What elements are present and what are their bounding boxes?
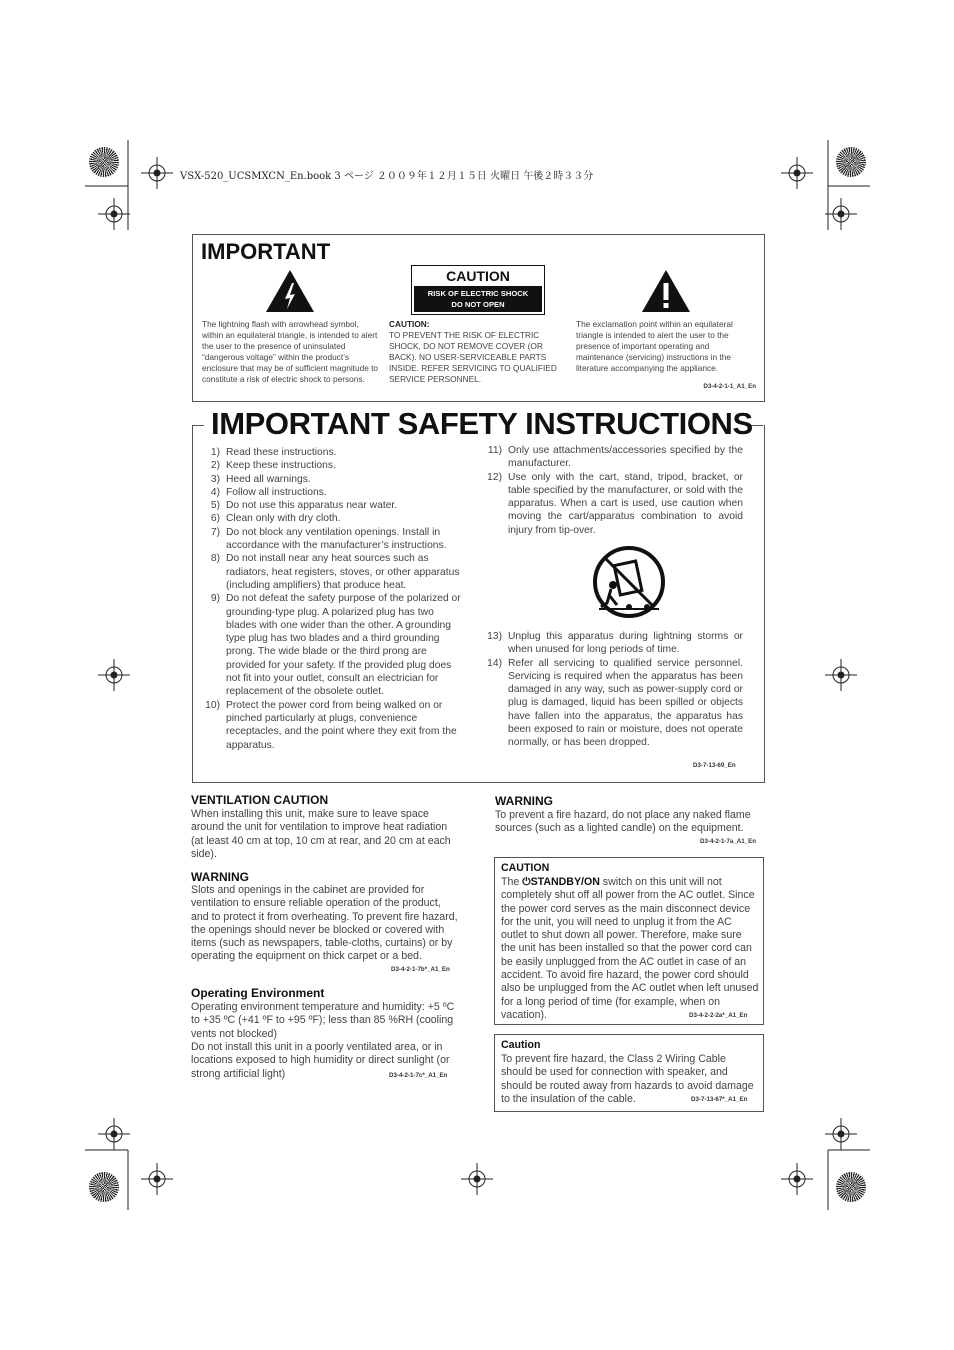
list-item: 1) Read these instructions.	[210, 447, 337, 458]
caution-band-line1: RISK OF ELECTRIC SHOCK	[427, 289, 529, 298]
list-item: 12) Use only with the cart, stand, tripod, bracket, or table specified by the manufacturer, or sold with the apparatus. When a cart is used, use caution when moving the cart/apparatus combination to avoid injury from tip-over.	[487, 471, 743, 536]
lightning-warning-icon	[265, 269, 315, 313]
star-target-icon	[89, 1172, 119, 1202]
power-icon: ⏻	[522, 876, 531, 888]
registration-mark	[141, 157, 173, 189]
ventilation-heading: VENTILATION CAUTION	[191, 793, 329, 807]
list-item: 3) Heed all warnings.	[210, 473, 311, 485]
important-title: IMPORTANT	[201, 239, 331, 264]
caution-explanation-title: CAUTION:	[389, 319, 430, 329]
safety-title: IMPORTANT SAFETY INSTRUCTIONS	[211, 406, 753, 441]
list-item: 4) Follow all instructions.	[210, 486, 327, 498]
safety-list-right-b	[484, 630, 743, 750]
exclamation-warning-icon	[641, 269, 691, 313]
caution-explanation-text: TO PREVENT THE RISK OF ELECTRIC SHOCK, DO NOT REMOVE COVER (OR BACK). NO USER-SERVICEABLE PARTS INSIDE. REFER SERVICING TO QUALIFIED SERVICE PERSONNEL.	[389, 329, 557, 384]
caution-band	[414, 286, 542, 312]
list-item: 13) Unplug this apparatus during lightning storms or when unused for long periods of time.	[487, 631, 743, 656]
ventilation-text: When installing this unit, make sure to leave space around the unit for ventilation to improve heat radiation (at least 40 cm at top, 10 cm at rear, and 20 cm at each side).	[191, 808, 451, 860]
star-target-icon	[836, 147, 866, 177]
registration-mark	[141, 1163, 173, 1195]
cart-tipover-icon	[589, 545, 669, 619]
list-item: 9) Do not defeat the safety purpose of the polarized or grounding-type plug. A polarized plug has two blades with one wider than the other. A grounding type plug has two blades and a third grounding prong. The wide blade or the third prong are provided for your safety. If the provided plug does not fit into your outlet, consult an electrician for replacement of the obsolete outlet.	[210, 593, 461, 698]
list-item: 7) Do not block any ventilation openings. Install in accordance with the manufacturer’s instructions.	[210, 526, 447, 552]
document-code: D3-4-2-2-2a*_A1_En	[689, 1012, 748, 1019]
lightning-explanation: The lightning flash with arrowhead symbol, within an equilateral triangle, is intended to alert the user to the presence of uninsulated “dangerous voltage” within the product’s enclosure that may be of sufficient magnitude to constitute a risk of electric shock to persons.	[202, 319, 379, 384]
list-item: 14) Refer all servicing to qualified service personnel. Servicing is required when the apparatus has been damaged in any way, such as power-supply cord or plug is damaged, liquid has been spilled or objects have fallen into the apparatus, the apparatus has been exposed to rain or moisture, does not operate normally, or has been dropped.	[487, 657, 743, 749]
star-target-icon	[836, 1172, 866, 1202]
list-item: 8) Do not install near any heat sources such as radiators, heat registers, stoves, or other apparatus (including amplifiers) that produce heat.	[210, 553, 460, 591]
caution-wiring-text: To prevent fire hazard, the Class 2 Wiring Cable should be used for connection with speaker, and should be routed away from hazards to avoid damage to the insulation of the cable.	[501, 1053, 754, 1105]
caution-label: CAUTION	[446, 268, 510, 284]
registration-mark	[98, 659, 130, 691]
warning-left-text: Slots and openings in the cabinet are provided for ventilation to ensure reliable operation of the product, and to protect it from overheating. To prevent fire hazard, the openings should never be blocked or covered with items (such as newspapers, table-cloths, curtains) or by operating the equipment on thick carpet or a bed.	[191, 884, 458, 963]
standby-on-label: STANDBY/ON	[530, 876, 600, 888]
list-item: 10) Protect the power cord from being walked on or pinched particularly at plugs, convenience receptacles, and the point where they exit from the apparatus.	[205, 699, 457, 751]
caution-wiring-box	[494, 1034, 764, 1112]
caution-wiring-heading: Caution	[501, 1039, 541, 1051]
registration-mark	[781, 1163, 813, 1195]
star-target-icon	[89, 147, 119, 177]
caution-band-line2: DO NOT OPEN	[451, 300, 505, 309]
registration-mark	[825, 1118, 857, 1150]
list-item: 11) Only use attachments/accessories specified by the manufacturer.	[487, 445, 743, 470]
registration-mark	[461, 1163, 493, 1195]
registration-mark	[98, 1118, 130, 1150]
caution-standby-box	[494, 857, 764, 1025]
caution-label-box	[411, 265, 545, 315]
registration-mark	[825, 198, 857, 230]
print-header: VSX-520_UCSMXCN_En.book 3 ページ ２００９年１２月１５日 火曜日 午後２時３３分	[180, 171, 594, 182]
important-box	[192, 234, 765, 402]
warning-right-text: To prevent a fire hazard, do not place any naked flame sources (such as a lighted candle) on the equipment.	[495, 809, 751, 835]
registration-mark	[825, 659, 857, 691]
list-item: 2) Keep these instructions.	[210, 460, 336, 472]
warning-right-heading: WARNING	[495, 794, 553, 808]
operating-env-text1: Operating environment temperature and humidity: +5 ºC to +35 ºC (+41 ºF to +95 ºF); less than 85 %RH (cooling vents not blocked)	[191, 1001, 455, 1040]
document-code: D3-4-2-1-1_A1_En	[703, 383, 756, 390]
document-code: D3-4-2-1-7a_A1_En	[700, 838, 757, 845]
document-code: D3-7-13-67*_A1_En	[691, 1096, 748, 1103]
warning-left-heading: WARNING	[191, 870, 249, 884]
operating-env-heading: Operating Environment	[191, 986, 325, 1000]
document-code: D3-4-2-1-7c*_A1_En	[389, 1072, 448, 1079]
operating-env-text2: Do not install this unit in a poorly ventilated area, or in locations exposed to high humidity or direct sunlight (or strong artificial light)	[191, 1041, 450, 1080]
caution-standby-heading: CAUTION	[501, 862, 550, 874]
list-item: 5) Do not use this apparatus near water.	[210, 500, 398, 512]
caution-standby-text: The ⏻STANDBY/ON switch on this unit will not completely shut off all power from the AC outlet. Since the power cord serves as the main disconnect device for the unit, you will need to unplug it from the AC outlet to shut down all power. Therefore, make sure the unit has been installed so that the power cord can be easily unplugged from the AC outlet in case of an accident. To avoid fire hazard, the power cord should also be unplugged from the AC outlet when left unused for a long period of time (for example, when on vacation).	[501, 876, 759, 1021]
safety-list-right-a	[484, 444, 743, 537]
caution-explanation	[389, 319, 561, 384]
safety-top-left-line	[192, 425, 204, 426]
exclamation-explanation: The exclamation point within an equilateral triangle is intended to alert the user to the presence of important operating and maintenance (servicing) instructions in the literature accompanying the appliance.	[576, 319, 733, 373]
registration-mark	[781, 157, 813, 189]
document-code: D3-4-2-1-7b*_A1_En	[391, 966, 450, 973]
safety-list-left	[202, 446, 466, 752]
document-code: D3-7-13-69_En	[693, 762, 736, 769]
list-item: 6) Clean only with dry cloth.	[210, 513, 341, 525]
registration-mark	[98, 198, 130, 230]
